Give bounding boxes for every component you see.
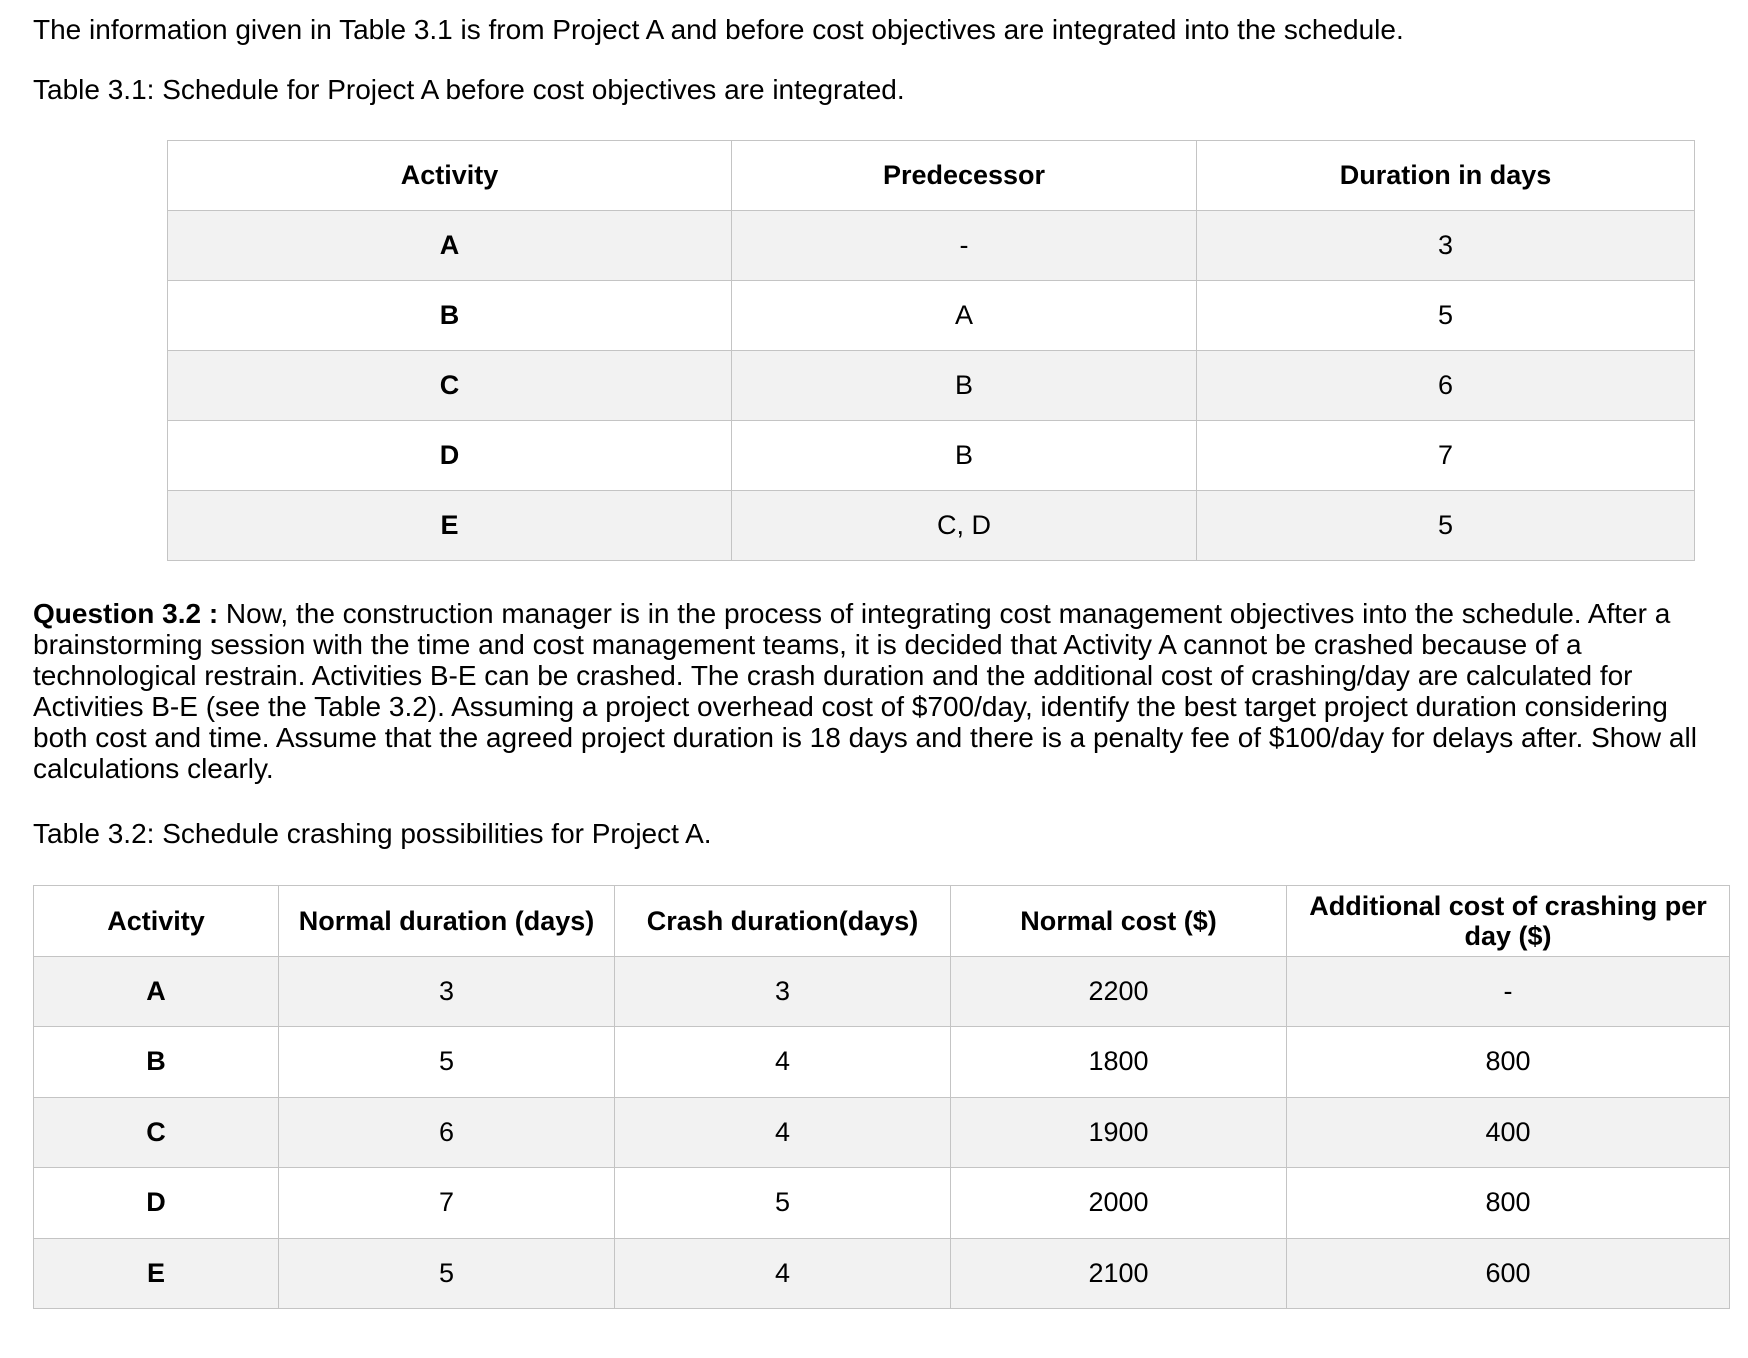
table-row [34, 1027, 1730, 1098]
table-3-1 [167, 140, 1695, 561]
column-header: Normal cost ($) [951, 886, 1287, 957]
crash-cost-cell: 800 [1287, 1027, 1730, 1098]
predecessor-cell: B [732, 421, 1197, 491]
crash-duration-cell: 4 [615, 1238, 951, 1309]
column-header: Activity [34, 886, 279, 957]
table-row [34, 956, 1730, 1027]
duration-cell: 7 [1197, 421, 1695, 491]
table-row [34, 1168, 1730, 1239]
normal-duration-cell: 7 [279, 1168, 615, 1239]
crash-cost-cell: 400 [1287, 1097, 1730, 1168]
question-label: Question 3.2 : [33, 598, 219, 629]
predecessor-cell: C, D [732, 491, 1197, 561]
table-row [168, 281, 1695, 351]
predecessor-cell: B [732, 351, 1197, 421]
activity-cell: B [168, 281, 732, 351]
activity-cell: C [34, 1097, 279, 1168]
crash-duration-cell: 3 [615, 956, 951, 1027]
normal-cost-cell: 1800 [951, 1027, 1287, 1098]
crash-duration-cell: 5 [615, 1168, 951, 1239]
table-row [34, 1238, 1730, 1309]
column-header: Additional cost of crashing per day ($) [1287, 886, 1730, 957]
activity-cell: B [34, 1027, 279, 1098]
activity-cell: D [34, 1168, 279, 1239]
duration-cell: 3 [1197, 211, 1695, 281]
activity-cell: A [34, 956, 279, 1027]
normal-cost-cell: 2000 [951, 1168, 1287, 1239]
crash-cost-cell: 800 [1287, 1168, 1730, 1239]
column-header: Crash duration(days) [615, 886, 951, 957]
duration-cell: 5 [1197, 281, 1695, 351]
crash-duration-cell: 4 [615, 1027, 951, 1098]
activity-cell: A [168, 211, 732, 281]
normal-duration-cell: 5 [279, 1238, 615, 1309]
question-paragraph [33, 598, 1723, 784]
normal-duration-cell: 5 [279, 1027, 615, 1098]
table-3-2 [33, 885, 1730, 1309]
normal-cost-cell: 1900 [951, 1097, 1287, 1168]
column-header: Duration in days [1197, 141, 1695, 211]
table-row [34, 1097, 1730, 1168]
normal-cost-cell: 2200 [951, 956, 1287, 1027]
question-text: Now, the construction manager is in the process of integrating cost management objectives into the schedule. After a brainstorming session with the time and cost management teams, it is decided that Activity A cannot be crashed because of a technological restrain. Activities B-E can be crashed. The crash duration and the additional cost of crashing/day are calculated for Activities B-E (see the Table 3.2). Assuming a project overhead cost of $700/day, identify the best target project duration considering both cost and time. Assume that the agreed project duration is 18 days and there is a penalty fee of $100/day for delays after. Show all calculations clearly. [33, 598, 1697, 784]
table-row [168, 421, 1695, 491]
table2-caption: Table 3.2: Schedule crashing possibilities for Project A. [33, 818, 712, 849]
column-header: Normal duration (days) [279, 886, 615, 957]
normal-duration-cell: 6 [279, 1097, 615, 1168]
table-header-row [34, 886, 1730, 957]
intro-text: The information given in Table 3.1 is from Project A and before cost objectives are integrated into the schedule. [33, 14, 1404, 45]
duration-cell: 5 [1197, 491, 1695, 561]
crash-cost-cell: - [1287, 956, 1730, 1027]
predecessor-cell: A [732, 281, 1197, 351]
column-header: Predecessor [732, 141, 1197, 211]
activity-cell: D [168, 421, 732, 491]
normal-duration-cell: 3 [279, 956, 615, 1027]
table-header-row [168, 141, 1695, 211]
table1-caption: Table 3.1: Schedule for Project A before cost objectives are integrated. [33, 74, 905, 105]
activity-cell: E [34, 1238, 279, 1309]
crash-cost-cell: 600 [1287, 1238, 1730, 1309]
activity-cell: C [168, 351, 732, 421]
predecessor-cell: - [732, 211, 1197, 281]
activity-cell: E [168, 491, 732, 561]
table-row [168, 491, 1695, 561]
table-row [168, 351, 1695, 421]
column-header: Activity [168, 141, 732, 211]
normal-cost-cell: 2100 [951, 1238, 1287, 1309]
table-row [168, 211, 1695, 281]
duration-cell: 6 [1197, 351, 1695, 421]
crash-duration-cell: 4 [615, 1097, 951, 1168]
